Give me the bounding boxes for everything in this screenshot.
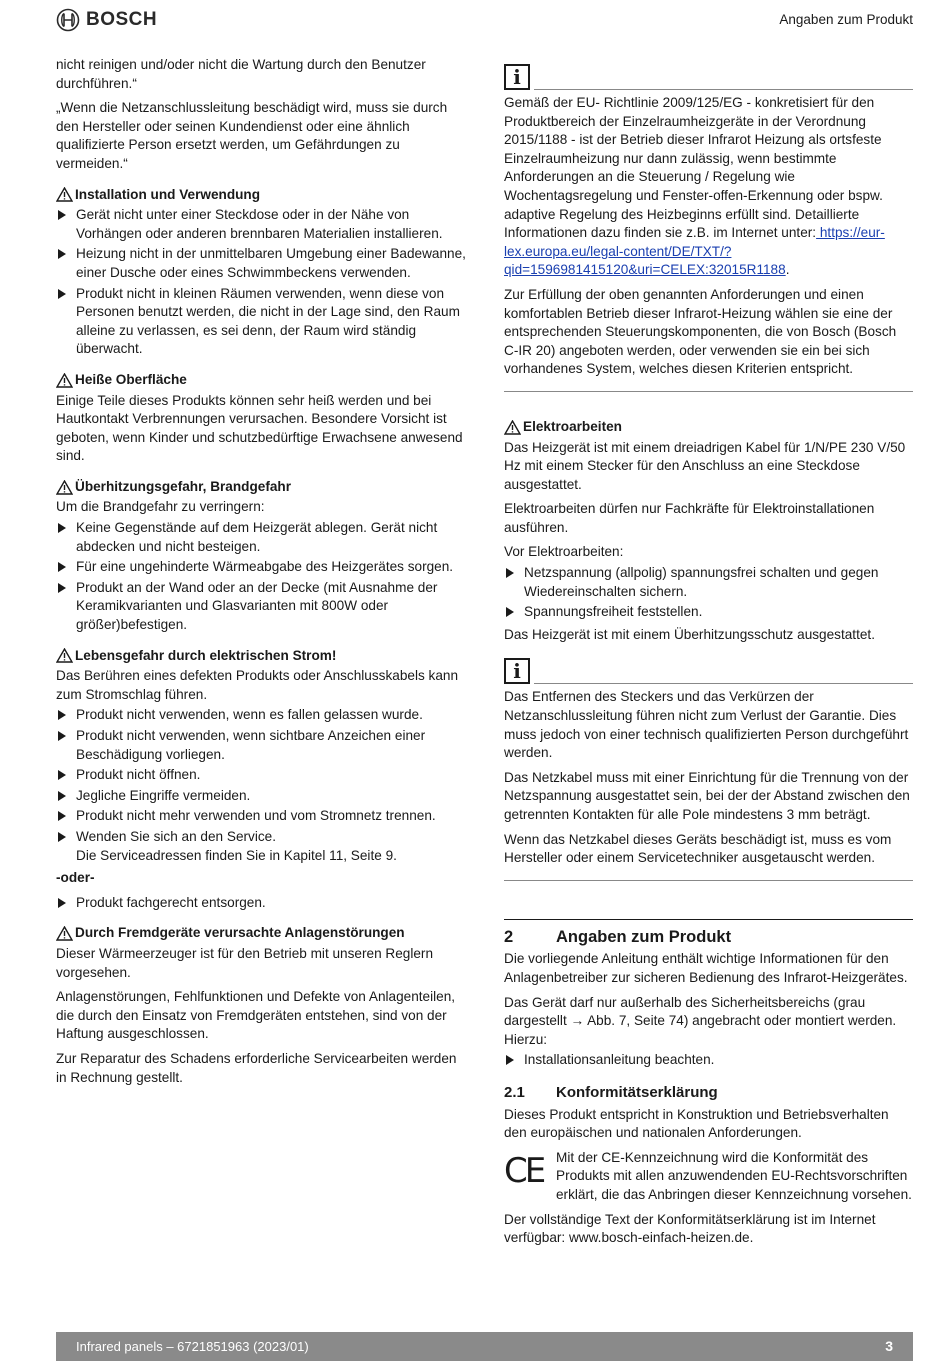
overheat-intro: Um die Brandgefahr zu verringern: <box>56 499 265 515</box>
info-rule <box>534 683 913 684</box>
list-item: Gerät nicht unter einer Steckdose oder in der Nähe von Vorhängen oder anderen brennbaren Materialien installieren. <box>56 206 466 243</box>
warning-title-hot-surface: Heiße Oberfläche <box>56 371 466 390</box>
electrical-paragraph-1: Das Heizgerät ist mit einem dreiadrigen Kabel für 1/N/PE 230 V/50 Hz mit einem Stecker für den Anschluss an eine Steckdose ausgestattet. <box>504 439 906 492</box>
section2-paragraph-2: Das Gerät darf nur außerhalb des Sicherheitsbereichs (grau dargestellt → Abb. 7, Seite 74) angebracht oder montiert werden. <box>504 994 897 1029</box>
list-item: Produkt nicht verwenden, wenn es fallen gelassen wurde. <box>56 706 466 725</box>
ce-text: Mit der CE-Kennzeichnung wird die Konformität des Produkts mit allen anzuwendenden EU-Rechtsvorschriften erklärt, die das Anbringen dieser Kennzeichnung vorsehen. <box>556 1149 912 1202</box>
info-box-eu-directive <box>504 64 913 392</box>
list-item: Produkt nicht in kleinen Räumen verwenden, wenn diese von Personen benutzt werden, die nicht in der Lage sind, den Raum alleine zu verlassen, es sei denn, der Raum wird ständig überwacht. <box>56 285 466 359</box>
warning-title-installation: Installation und Verwendung <box>56 186 466 205</box>
section-2 <box>504 919 913 1248</box>
list-item: Für eine ungehinderte Wärmeabgabe des Heizgerätes sorgen. <box>56 558 466 577</box>
warning-title-electric: Lebensgefahr durch elektrischen Strom! <box>56 647 466 666</box>
overheat-list <box>56 519 466 635</box>
bosch-logo <box>56 8 157 32</box>
electric-final-list <box>56 894 466 913</box>
foreign-paragraph-1: Dieser Wärmeerzeuger ist für den Betrieb mit unseren Reglern vorgesehen. <box>56 945 434 980</box>
warning-triangle-icon <box>56 187 73 202</box>
section2-paragraph-3: Hierzu: <box>504 1031 548 1047</box>
info-icon: i <box>504 64 530 90</box>
list-item: Produkt nicht mehr verwenden und vom Stromnetz trennen. <box>56 807 466 826</box>
electric-intro: Das Berühren eines defekten Produkts oder Anschlusskabels kann zum Stromschlag führen. <box>56 668 459 702</box>
intro-paragraph-1: nicht reinigen und/oder nicht die Wartung durch den Benutzer durchführen.“ <box>56 57 426 91</box>
foreign-paragraph-2: Anlagenstörungen, Fehlfunktionen und Defekte von Anlagenteilen, die durch den Einsatz von Fremdgeräten entstehen, sind von der Haftung ausgeschlossen. <box>56 989 456 1042</box>
warning-triangle-icon <box>504 420 521 435</box>
control-components-paragraph: Zur Erfüllung der oben genannten Anforderungen und einen komfortablen Betrieb dieser Infrarot-Heizung wählen sie eine der entsprechenden Steuerungskomponenten, die von Bosch (Bosch C-IR 20) angeboten werden, oder verwenden sie ein bei sich vorhandenes System, welches diesen Kriterien entspricht. <box>504 286 897 377</box>
list-item: Produkt nicht verwenden, wenn sichtbare Anzeichen einer Beschädigung vorliegen. <box>56 727 466 764</box>
list-item: Produkt fachgerecht entsorgen. <box>56 894 466 913</box>
installation-list <box>56 206 466 359</box>
info-box-cable <box>504 658 913 880</box>
page-number: 3 <box>885 1338 893 1354</box>
ce-mark-icon: CE <box>504 1150 544 1191</box>
oder-separator: -oder- <box>56 870 95 886</box>
service-address-reference: Die Serviceadressen finden Sie in Kapitel 11, Seite 9. <box>76 847 397 863</box>
cable-paragraph-3: Wenn das Netzkabel dieses Geräts beschädigt ist, muss es vom Hersteller oder einem Servicetechniker ausgetauscht werden. <box>504 831 892 866</box>
eu-directive-paragraph: Gemäß der EU- Richtlinie 2009/125/EG - konkretisiert für den Produktbereich der Einzelraumheizgeräte in der Verordnung 2015/1188 - ist der Betrieb dieser Infrarot Heizung als ortsfeste Einzelraumheizung nur dann zulässig, wenn bestimmte Anforderungen an die Steuerung / Regelung wie Wochentagsregelung und Fenster-offen-Erkennung oder bspw. adaptive Regelung des Heizbeginns erfüllt sind. Detaillierte Informationen dazu finden sie z.B. im Internet unter: https://eur-lex.europa.eu/legal-content/DE/TXT/?qid=1596981415120&uri=CELEX:32015R1188. <box>504 95 885 278</box>
hot-surface-text: Einige Teile dieses Produkts können sehr heiß werden und bei Hautkontakt Verbrennungen verursachen. Besondere Vorsicht ist geboten, wenn Kinder und schutzbedürftige Erwachsene anwesend sind. <box>56 392 463 464</box>
brand-name: BOSCH <box>86 8 158 30</box>
electrical-paragraph-2: Elektroarbeiten dürfen nur Fachkräfte für Elektroinstallationen ausführen. <box>504 501 875 535</box>
electrical-paragraph-3: Vor Elektroarbeiten: <box>504 544 624 560</box>
list-item: Produkt an der Wand oder an der Decke (mit Ausnahme der Keramikvarianten und Glasvarianten mit 800W oder größer)befestigen. <box>56 579 466 635</box>
warning-triangle-icon <box>56 480 73 495</box>
list-item: Netzspannung (allpolig) spannungsfrei schalten und gegen Wiedereinschalten sichern. <box>504 564 913 601</box>
eur-lex-link[interactable]: https://eur-lex.europa.eu/legal-content/DE/TXT/?qid=1596981415120&uri=CELEX:32015R1188 <box>504 225 885 278</box>
cable-paragraph-2: Das Netzkabel muss mit einer Einrichtung für die Trennung von der Netzspannung ausgestattet sein, bei der der Abstand zwischen den getrennten Kontakten für alle Pole mindestens 3 mm beträgt. <box>504 769 910 822</box>
document-reference: Infrared panels – 6721851963 (2023/01) <box>76 1339 309 1354</box>
ce-mark-row <box>504 1149 913 1205</box>
warning-title-overheat: Überhitzungsgefahr, Brandgefahr <box>56 478 466 497</box>
list-item: Installationsanleitung beachten. <box>504 1051 913 1070</box>
intro-paragraph-2: „Wenn die Netzanschlussleitung beschädigt wird, muss sie durch den Hersteller oder seinen Kundendienst oder eine ähnlich qualifizierte Person ersetzt werden, um Gefährdungen zu vermeiden.“ <box>56 100 448 171</box>
section2-paragraph-1: Die vorliegende Anleitung enthält wichtige Informationen für den Anlagenbetreiber zur sicheren Bedienung des Infrarot-Heizgerätes. <box>504 951 908 985</box>
warning-triangle-icon <box>56 648 73 663</box>
page-header <box>56 8 913 34</box>
left-column <box>56 56 466 1093</box>
page-footer <box>56 1332 913 1361</box>
list-item: Produkt nicht öffnen. <box>56 766 466 785</box>
section2-list <box>504 1051 913 1070</box>
conformity-paragraph-1: Dieses Produkt entspricht in Konstruktion und Betriebsverhalten den europäischen und nationalen Anforderungen. <box>504 1106 889 1141</box>
list-item: Heizung nicht in der unmittelbaren Umgebung einer Badewanne, einer Dusche oder eines Schwimmbeckens verwenden. <box>56 245 466 282</box>
right-column <box>504 64 913 1254</box>
foreign-paragraph-3: Zur Reparatur des Schadens erforderliche Servicearbeiten werden in Rechnung gestellt. <box>56 1050 457 1085</box>
subsection-heading: 2.1 Konformitätserklärung <box>504 1083 718 1101</box>
list-item: Spannungsfreiheit feststellen. <box>504 603 913 622</box>
list-item-service: Wenden Sie sich an den Service. Die Serviceadressen finden Sie in Kapitel 11, Seite 9. <box>56 828 466 865</box>
warning-triangle-icon <box>56 926 73 941</box>
bosch-armature-icon <box>56 8 80 32</box>
section-running-title: Angaben zum Produkt <box>779 12 913 27</box>
info-rule <box>534 89 913 90</box>
warning-title-electrical-work: Elektroarbeiten <box>504 418 913 437</box>
warning-triangle-icon <box>56 373 73 388</box>
info-icon: i <box>504 658 530 684</box>
list-item: Jegliche Eingriffe vermeiden. <box>56 787 466 806</box>
warning-title-foreign-devices: Durch Fremdgeräte verursachte Anlagenstörungen <box>56 924 466 943</box>
section-heading: 2 Angaben zum Produkt <box>504 927 732 946</box>
cable-paragraph-1: Das Entfernen des Steckers und das Verkürzen der Netzanschlussleitung führen nicht zum Verlust der Garantie. Dies muss jedoch von einer technisch qualifizierten Person durchgeführt werden. <box>504 689 909 761</box>
list-item: Keine Gegenstände auf dem Heizgerät ablegen. Gerät nicht abdecken und nicht besteigen. <box>56 519 466 556</box>
electrical-list <box>504 564 913 622</box>
electrical-paragraph-4: Das Heizgerät ist mit einem Überhitzungsschutz ausgestattet. <box>504 626 875 642</box>
electric-list <box>56 706 466 865</box>
conformity-paragraph-2: Der vollständige Text der Konformitätserklärung ist im Internet verfügbar: www.bosch-einfach-heizen.de. <box>504 1211 876 1246</box>
